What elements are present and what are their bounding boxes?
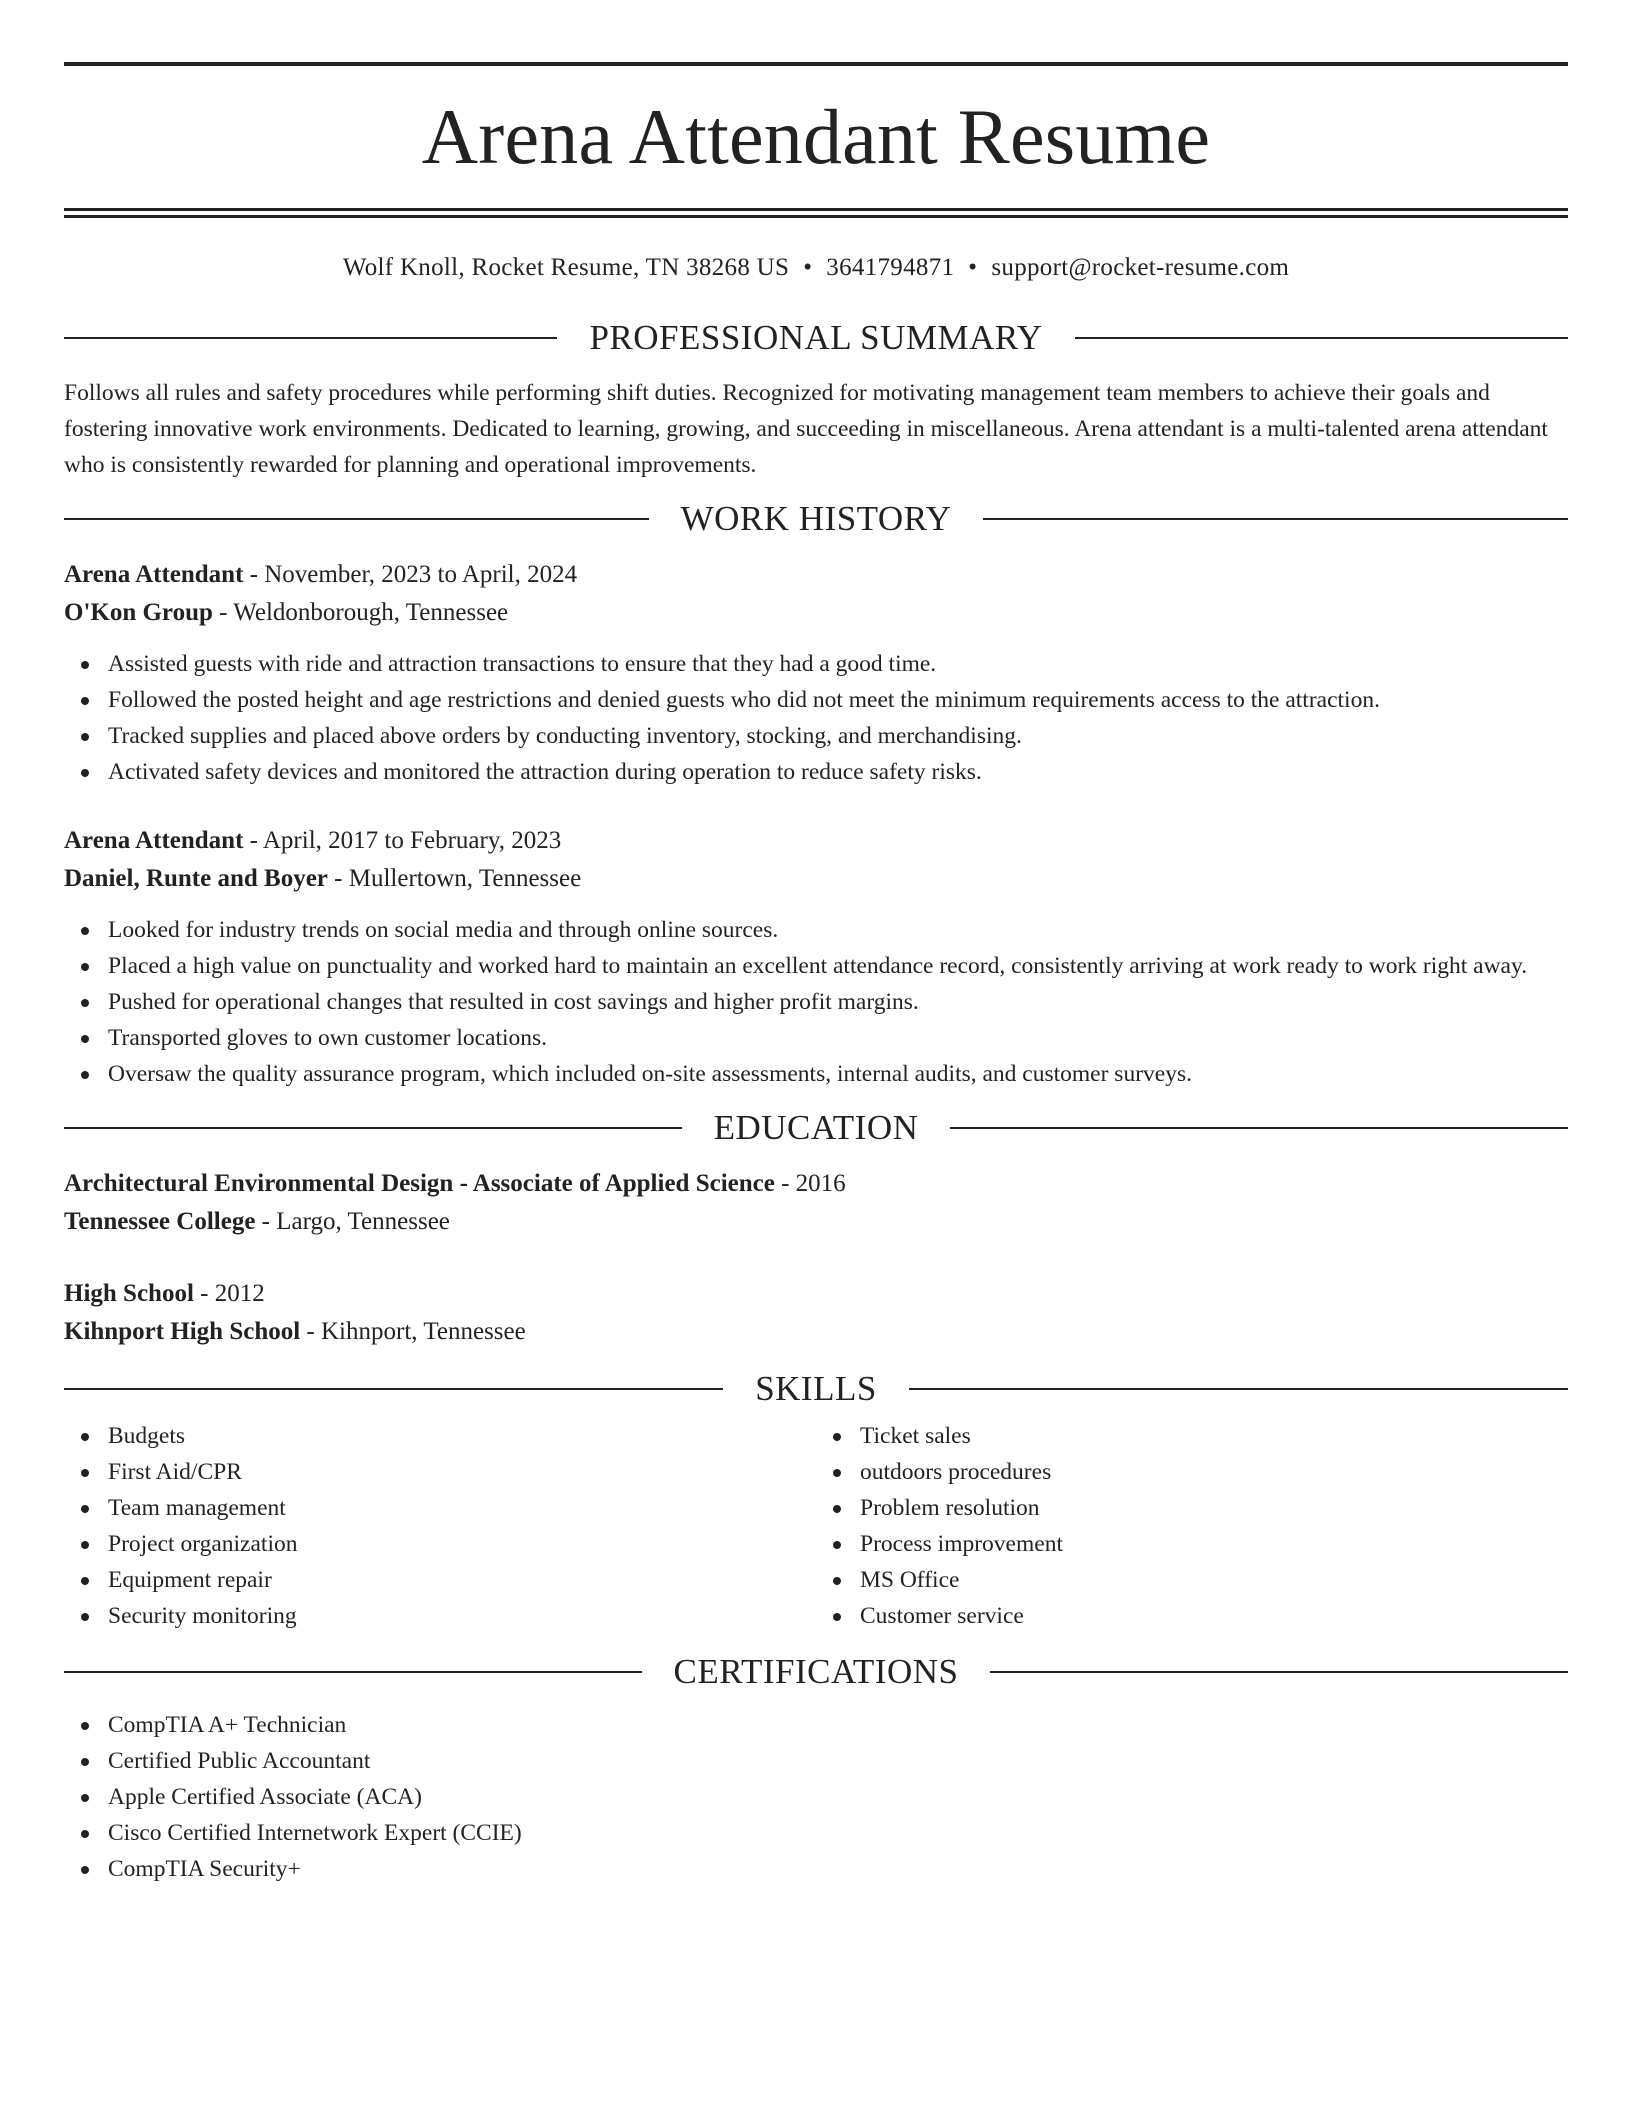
job-duty: Transported gloves to own customer locations. [108,1020,1568,1056]
section-heading-skills [64,1371,1568,1406]
job-duty: Oversaw the quality assurance program, which included on-site assessments, internal audits, and customer surveys. [108,1056,1568,1092]
skill-item: Customer service [860,1598,1568,1634]
contact-separator: • [968,254,978,281]
job-entry [64,556,1568,790]
heading-rule-left [64,1388,723,1390]
section-title: SKILLS [755,1369,877,1408]
skill-item: MS Office [860,1562,1568,1598]
education-location: - Kihnport, Tennessee [300,1318,526,1345]
heading-rule-right [983,518,1568,520]
contact-email: support@rocket-resume.com [991,254,1290,281]
skills-list-left [64,1418,816,1634]
header-double-rule [64,208,1568,218]
job-company-line [64,594,1568,632]
section-title: EDUCATION [713,1108,919,1147]
header-top-rule [64,62,1568,66]
heading-rule-right [909,1388,1568,1390]
job-title: Arena Attendant [64,827,244,854]
certification-item: CompTIA Security+ [108,1851,1568,1887]
job-duty: Assisted guests with ride and attraction transactions to ensure that they had a good time. [108,646,1568,682]
certification-item: Certified Public Accountant [108,1743,1568,1779]
certifications-list [64,1707,1568,1887]
job-company: Daniel, Runte and Boyer [64,865,328,892]
job-entry [64,822,1568,1092]
job-dates: - November, 2023 to April, 2024 [243,561,578,588]
section-heading-summary [64,320,1568,355]
education-location: - Largo, Tennessee [255,1208,450,1235]
section-title: WORK HISTORY [680,499,952,538]
job-duty: Activated safety devices and monitored the attraction during operation to reduce safety risks. [108,754,1568,790]
education-entry [64,1165,1568,1241]
summary-text: Follows all rules and safety procedures while performing shift duties. Recognized for motivating management team members to achieve their goals and fostering innovative work environments. Dedicated to learning, growing, and succeeding in miscellaneous. Arena attendant is a multi-talented arena attendant who is consistently rewarded for planning and operational improvements. [64,380,1548,478]
certification-item: CompTIA A+ Technician [108,1707,1568,1743]
job-location: - Mullertown, Tennessee [327,865,582,892]
skill-item: Project organization [108,1526,816,1562]
job-duty: Looked for industry trends on social media and through online sources. [108,912,1568,948]
education-school: Tennessee College [64,1208,256,1235]
skill-item: Equipment repair [108,1562,816,1598]
job-duty: Followed the posted height and age restrictions and denied guests who did not meet the minimum requirements access to the attraction. [108,682,1568,718]
skill-item: Process improvement [860,1526,1568,1562]
job-duty: Placed a high value on punctuality and worked hard to maintain an excellent attendance record, consistently arriving at work ready to work right away. [108,948,1568,984]
contact-phone: 3641794871 [826,254,955,281]
education-year: - 2012 [193,1280,265,1307]
education-school-line [64,1313,1568,1351]
section-heading-education [64,1110,1568,1145]
job-dates: - April, 2017 to February, 2023 [243,827,562,854]
contact-address: Wolf Knoll, Rocket Resume, TN 38268 US [342,254,790,281]
skills-grid [64,1418,1568,1634]
skill-item: outdoors procedures [860,1454,1568,1490]
job-company: O'Kon Group [64,599,213,626]
education-entry [64,1275,1568,1351]
job-title-line [64,822,1568,860]
job-title: Arena Attendant [64,561,244,588]
heading-rule-right [990,1671,1568,1673]
skill-item: First Aid/CPR [108,1454,816,1490]
education-degree-line [64,1165,1568,1203]
education-school-line [64,1203,1568,1241]
skills-list-right [816,1418,1568,1634]
education-degree-line [64,1275,1568,1313]
contact-line [64,254,1568,282]
skill-item: Ticket sales [860,1418,1568,1454]
education-degree: High School [64,1280,194,1307]
education-school: Kihnport High School [64,1318,301,1345]
job-duties-list [64,912,1568,1092]
heading-rule-right [1075,337,1568,339]
skill-item: Security monitoring [108,1598,816,1634]
section-heading-work-history [64,501,1568,536]
job-location: - Weldonborough, Tennessee [212,599,509,626]
section-heading-certifications [64,1654,1568,1689]
education-degree: Architectural Environmental Design - Associate of Applied Science [64,1170,775,1197]
heading-rule-left [64,1127,682,1129]
job-duty: Pushed for operational changes that resulted in cost savings and higher profit margins. [108,984,1568,1020]
certification-item: Apple Certified Associate (ACA) [108,1779,1568,1815]
heading-rule-right [950,1127,1568,1129]
skill-item: Team management [108,1490,816,1526]
heading-rule-left [64,1671,642,1673]
contact-separator: • [803,254,813,281]
job-title-line [64,556,1568,594]
skill-item: Problem resolution [860,1490,1568,1526]
skill-item: Budgets [108,1418,816,1454]
section-title: PROFESSIONAL SUMMARY [589,318,1043,357]
heading-rule-left [64,337,557,339]
job-duty: Tracked supplies and placed above orders by conducting inventory, stocking, and merchandising. [108,718,1568,754]
certification-item: Cisco Certified Internetwork Expert (CCIE) [108,1815,1568,1851]
heading-rule-left [64,518,649,520]
resume-title: Arena Attendant Resume [421,93,1211,180]
job-company-line [64,860,1568,898]
education-year: - 2016 [774,1170,846,1197]
job-duties-list [64,646,1568,790]
section-title: CERTIFICATIONS [673,1652,959,1691]
